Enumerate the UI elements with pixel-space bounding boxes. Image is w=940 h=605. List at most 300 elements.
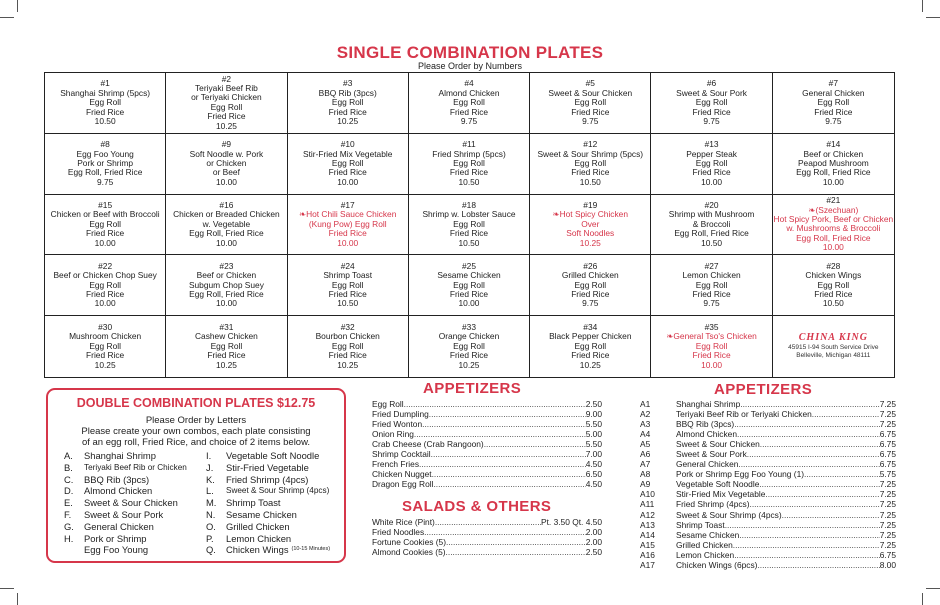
double-item-name: Fried Shrimp (4pcs) xyxy=(226,473,309,485)
dot-leader xyxy=(734,550,879,560)
dot-leader xyxy=(484,439,586,449)
menu-item-code: A17 xyxy=(640,559,655,570)
double-item xyxy=(64,509,187,521)
plate-price: 10.00 xyxy=(94,298,116,309)
double-item-name: Stir-Fried Vegetable xyxy=(226,461,309,473)
plate-price: 9.75 xyxy=(703,116,720,126)
menu-item-code: A2 xyxy=(640,409,651,420)
combo-plate-cell xyxy=(166,134,287,195)
menu-item xyxy=(372,547,602,557)
double-item-letter: F. xyxy=(64,508,72,520)
double-item-letter: E. xyxy=(64,497,73,509)
plate-description: ❧ General Tso's Chicken xyxy=(666,332,756,341)
menu-item xyxy=(640,439,896,449)
combo-plate-cell xyxy=(530,134,651,195)
plate-description: Fried Rice xyxy=(571,288,610,299)
plate-number: #20 xyxy=(704,199,719,210)
plate-price: 10.50 xyxy=(579,176,601,187)
menu-item-code: A1 xyxy=(640,399,651,409)
double-item-letter: M. xyxy=(206,497,217,509)
double-item-letter: H. xyxy=(64,532,74,544)
menu-item-name: Pork or Shrimp Egg Foo Young (1) xyxy=(676,469,805,480)
menu-item-price: 2.50 xyxy=(585,547,602,558)
menu-item-price: 7.25 xyxy=(879,499,896,510)
plate-number: #2 xyxy=(221,73,232,84)
plate-description: ❧ Hot Chili Sauce Chicken xyxy=(299,210,396,219)
menu-item-name: Lemon Chicken xyxy=(676,549,735,560)
menu-item-code: A10 xyxy=(640,489,655,500)
double-item xyxy=(64,485,187,497)
plate-price: 9.75 xyxy=(703,298,720,309)
crop-mark xyxy=(0,17,14,18)
plate-description: Bourbon Chicken xyxy=(315,331,380,342)
plate-description: Egg Roll, Fried Rice xyxy=(67,167,143,178)
plate-description: Egg Roll xyxy=(574,97,607,108)
plate-description: Egg Roll xyxy=(89,279,121,290)
plate-description: Sweet & Sour Chicken xyxy=(548,87,633,98)
double-item xyxy=(64,497,187,509)
plate-description: Fried Rice xyxy=(692,288,731,299)
plate-description: Egg Foo Young xyxy=(76,148,134,159)
plate-number: #33 xyxy=(462,322,476,333)
plate-number: #13 xyxy=(704,139,719,150)
double-item-name: Teriyaki Beef Rib or Chicken xyxy=(84,462,187,472)
plate-description: Fried Shrimp (5pcs) xyxy=(432,148,506,159)
plate-number: #21 xyxy=(826,195,841,206)
plate-description: Fried Rice xyxy=(571,350,610,361)
plate-number: #12 xyxy=(583,139,598,150)
double-item-name: Almond Chicken xyxy=(84,485,153,497)
restaurant-address-line-1: 45915 I-94 South Service Drive xyxy=(788,344,879,352)
plate-description: Fried Rice xyxy=(328,228,367,239)
double-item-letter: A. xyxy=(64,450,73,461)
menu-item xyxy=(372,409,602,419)
plate-description: ❧ (Szechuan) xyxy=(808,206,858,215)
dot-leader xyxy=(429,409,586,419)
plate-price: 10.25 xyxy=(94,359,116,370)
dot-leader xyxy=(419,459,586,469)
plate-description: Sweet & Sour Shrimp (5pcs) xyxy=(537,148,644,159)
combo-plate-cell xyxy=(651,73,772,134)
plate-number: #23 xyxy=(219,260,234,271)
menu-item-price: 7.25 xyxy=(879,509,896,520)
menu-item xyxy=(640,479,896,489)
plate-description: w. Vegetable xyxy=(202,218,251,229)
plate-description: Fried Rice xyxy=(449,106,489,117)
double-item-letter xyxy=(64,544,84,556)
plate-description: Egg Roll xyxy=(574,340,607,351)
crop-mark xyxy=(926,588,940,589)
plate-description: Egg Roll xyxy=(453,279,485,290)
plate-price: 10.50 xyxy=(337,298,359,309)
menu-item-code: A11 xyxy=(640,499,655,510)
menu-item-price: 7.25 xyxy=(879,419,896,430)
menu-item-code: A8 xyxy=(640,469,651,480)
double-item-name: BBQ Rib (3pcs) xyxy=(84,473,150,485)
dot-leader xyxy=(757,560,879,570)
plate-description: Fried Rice xyxy=(328,167,367,178)
plate-description: or Teriyaki Chicken xyxy=(191,92,262,103)
double-item-name: Sesame Chicken xyxy=(226,508,297,520)
menu-item-name: White Rice (Pint) xyxy=(372,517,435,527)
menu-item xyxy=(640,520,896,530)
plate-number: #35 xyxy=(704,322,719,333)
combo-plate-cell xyxy=(45,73,166,134)
combo-plate-cell xyxy=(409,316,530,377)
combo-plate-cell xyxy=(409,73,530,134)
combo-plate-cell xyxy=(773,195,894,256)
plate-number: #1 xyxy=(100,78,110,89)
double-combination-box xyxy=(46,388,346,563)
plate-description: Fried Rice xyxy=(86,228,125,239)
plate-number: #19 xyxy=(583,199,598,210)
menu-item xyxy=(372,399,602,409)
double-item-letter: I. xyxy=(206,450,212,461)
plate-description: Egg Roll xyxy=(574,279,607,290)
plate-description: Soft Noodles xyxy=(566,228,615,239)
plate-description: Egg Roll xyxy=(695,157,728,168)
plate-description: Chicken or Breaded Chicken xyxy=(173,209,280,220)
menu-item xyxy=(640,540,896,550)
menu-item xyxy=(640,510,896,520)
plate-price: 10.25 xyxy=(215,359,237,370)
double-item-letter: Q. xyxy=(206,544,216,556)
combo-plate-cell xyxy=(530,316,651,377)
double-item xyxy=(64,474,187,486)
plate-price: 10.00 xyxy=(215,298,237,309)
menu-item-name: Crab Cheese (Crab Rangoon) xyxy=(372,439,484,450)
menu-item-name: Fortune Cookies (5) xyxy=(372,537,447,548)
plate-description: Fried Rice xyxy=(86,288,125,299)
double-item-name: Lemon Chicken xyxy=(226,532,292,544)
combo-plate-cell xyxy=(166,73,287,134)
menu-item-name: BBQ Rib (3pcs) xyxy=(676,419,735,430)
combo-plate-cell xyxy=(166,255,287,316)
menu-item xyxy=(372,449,602,459)
appetizers-mid-list xyxy=(372,399,602,489)
double-item xyxy=(64,544,187,556)
menu-item-code: A5 xyxy=(640,439,651,450)
double-item xyxy=(206,544,330,556)
plate-description: Chicken Wings xyxy=(805,270,862,281)
combo-plate-cell xyxy=(530,73,651,134)
plate-description: Shrimp Toast xyxy=(323,270,373,281)
menu-item-code: A15 xyxy=(640,539,655,550)
double-item-letter: B. xyxy=(64,461,73,473)
menu-item-code: A3 xyxy=(640,419,651,430)
plate-description: Fried Rice xyxy=(207,350,246,361)
plate-price: 10.00 xyxy=(701,359,723,370)
plate-description: Black Pepper Chicken xyxy=(549,331,632,342)
menu-item-code: A14 xyxy=(640,529,655,540)
dot-leader xyxy=(433,479,585,489)
plate-description: Egg Roll, Fried Rice xyxy=(796,232,871,243)
combo-plate-cell xyxy=(773,255,894,316)
double-item xyxy=(64,521,187,533)
plate-description: Shrimp w. Lobster Sauce xyxy=(422,209,516,220)
menu-item xyxy=(372,469,602,479)
menu-item-name: Fried Noodles xyxy=(372,527,425,538)
plate-description: Orange Chicken xyxy=(438,331,500,342)
plate-description: Fried Rice xyxy=(86,350,125,361)
combo-plate-cell xyxy=(651,255,772,316)
menu-item-name: Fried Wonton xyxy=(372,419,423,430)
double-item xyxy=(206,497,330,509)
menu-item-name: Sweet & Sour Shrimp (4pcs) xyxy=(676,509,782,520)
page-title: SINGLE COMBINATION PLATES xyxy=(336,43,604,62)
plate-description: Fried Rice xyxy=(86,106,125,117)
dot-leader xyxy=(431,449,586,459)
plate-number: #28 xyxy=(826,260,841,271)
plate-price: 10.00 xyxy=(215,176,237,187)
plate-description: Egg Roll xyxy=(453,218,485,229)
dot-leader xyxy=(734,419,880,429)
plate-number: #7 xyxy=(828,78,838,89)
menu-item-price: 5.50 xyxy=(585,419,602,430)
menu-item-code: A7 xyxy=(640,459,651,470)
dot-leader xyxy=(424,527,586,537)
menu-item-price: 5.75 xyxy=(879,469,896,480)
plate-description: Fried Rice xyxy=(571,167,610,178)
double-item-name: Vegetable Soft Noodle xyxy=(226,450,320,461)
menu-item xyxy=(640,399,896,409)
menu-item-price: 6.75 xyxy=(879,549,896,560)
plate-description: Egg Roll xyxy=(453,340,485,351)
plate-price: 10.50 xyxy=(458,176,480,187)
double-instructions-line-1: Please create your own combos, each plate consisting xyxy=(81,426,311,437)
double-item-letter: D. xyxy=(64,485,74,497)
menu-item-name: Fried Dumpling xyxy=(372,409,429,420)
double-item-name: Shrimp Toast xyxy=(226,497,281,509)
plate-description: Egg Roll xyxy=(695,97,728,108)
crop-mark xyxy=(0,588,14,589)
plate-price: 10.00 xyxy=(337,237,359,248)
plate-price: 10.50 xyxy=(701,237,723,248)
menu-item-name: Sweet & Sour Chicken xyxy=(676,439,760,450)
dot-leader xyxy=(446,537,586,547)
menu-item xyxy=(640,499,896,509)
plate-number: #25 xyxy=(462,260,476,271)
combo-plate-cell xyxy=(45,134,166,195)
plate-description: (Kung Pow) Egg Roll xyxy=(308,218,387,229)
plate-description: Grilled Chicken xyxy=(561,270,619,281)
plate-description: Egg Roll xyxy=(331,157,364,168)
menu-item-price: 9.00 xyxy=(585,409,602,420)
crop-mark xyxy=(926,17,940,18)
plate-number: #9 xyxy=(221,139,232,150)
plate-description: Hot Spicy Pork, Beef or Chicken xyxy=(773,214,894,225)
salads-title: SALADS & OTHERS xyxy=(402,498,552,515)
combo-plate-cell xyxy=(288,195,409,256)
plate-number: #8 xyxy=(100,139,110,150)
dot-leader xyxy=(446,547,586,557)
plate-number: #18 xyxy=(462,199,476,210)
plate-description: Egg Roll, Fried Rice xyxy=(189,228,264,239)
combo-plate-cell xyxy=(166,195,287,256)
double-item-name: General Chicken xyxy=(84,520,154,532)
menu-item-code: A6 xyxy=(640,449,651,460)
double-item xyxy=(206,450,330,462)
dot-leader xyxy=(725,520,880,530)
menu-item-code: A4 xyxy=(640,429,651,440)
dot-leader xyxy=(404,399,586,409)
dot-leader xyxy=(765,489,879,499)
menu-item-price: 7.25 xyxy=(879,409,896,420)
plate-description: Egg Roll xyxy=(817,97,850,108)
plate-description: Beef or Chicken xyxy=(196,270,257,281)
plate-description: Shrimp with Mushroom xyxy=(668,209,755,220)
plate-number: #22 xyxy=(98,260,113,271)
plate-description: Peapod Mushroom xyxy=(797,157,869,168)
plate-description: Cashew Chicken xyxy=(195,331,258,342)
plate-number: #31 xyxy=(219,322,234,333)
menu-item-code: A9 xyxy=(640,479,651,490)
double-item-name: Sweet & Sour Shrimp (4pcs) xyxy=(226,486,330,496)
plate-description: Fried Rice xyxy=(692,106,731,117)
plate-number: #30 xyxy=(98,322,113,333)
plate-description: Mushroom Chicken xyxy=(69,331,142,342)
double-item xyxy=(206,462,330,474)
double-item-name: Shanghai Shrimp xyxy=(84,450,156,461)
menu-item-name: Almond Chicken xyxy=(676,429,737,440)
combo-plate-cell xyxy=(45,316,166,377)
double-item xyxy=(206,474,330,486)
dot-leader xyxy=(422,419,586,429)
plate-number: #14 xyxy=(826,139,841,150)
double-item xyxy=(64,533,187,545)
combo-plate-cell xyxy=(409,134,530,195)
plate-description: Over xyxy=(581,218,600,229)
plate-price: 9.75 xyxy=(460,116,478,126)
menu-item-name: Fried Shrimp (4pcs) xyxy=(676,499,750,510)
menu-item xyxy=(640,459,896,469)
appetizers-right-list xyxy=(640,399,896,570)
menu-item-price: 7.25 xyxy=(879,529,896,540)
plate-price: 10.25 xyxy=(215,120,237,131)
double-item xyxy=(64,462,187,474)
dot-leader xyxy=(414,429,586,439)
double-item-letter: P. xyxy=(206,532,214,544)
menu-item-name: Grilled Chicken xyxy=(676,539,733,550)
plate-description: Beef or Chicken xyxy=(803,148,864,159)
plate-description: Pork or Shrimp xyxy=(77,157,134,168)
double-item-note: (10-15 Minutes) xyxy=(291,546,331,553)
plate-description: Egg Roll xyxy=(89,340,121,351)
double-item-name: Pork or Shrimp xyxy=(84,532,147,544)
plate-number: #15 xyxy=(98,199,113,210)
plate-description: Egg Roll xyxy=(817,279,850,290)
combo-plate-cell xyxy=(651,195,772,256)
menu-item-price: 5.50 xyxy=(585,439,602,450)
menu-item-price: 6.75 xyxy=(879,429,896,440)
double-item-letter: N. xyxy=(206,508,216,520)
menu-item-name: Shrimp Cocktail xyxy=(372,449,431,460)
menu-item xyxy=(372,537,602,547)
plate-price: 10.25 xyxy=(337,116,359,126)
appetizers-mid-title: APPETIZERS xyxy=(423,380,522,397)
plate-description: Egg Roll xyxy=(331,340,364,351)
plate-description: Egg Roll xyxy=(331,97,364,108)
menu-item xyxy=(372,429,602,439)
restaurant-logo: CHINA KING xyxy=(798,331,868,343)
plate-number: #34 xyxy=(583,322,598,333)
dot-leader xyxy=(737,429,880,439)
plate-price: 10.25 xyxy=(579,359,601,370)
restaurant-address-line-2: Belleville, Michigan 48111 xyxy=(796,352,871,360)
menu-item xyxy=(640,469,896,479)
plate-description: Egg Roll, Fried Rice xyxy=(674,228,749,239)
menu-item xyxy=(372,419,602,429)
combo-plate-cell xyxy=(288,134,409,195)
plate-number: #32 xyxy=(340,322,355,333)
plate-description: Fried Rice xyxy=(814,288,853,299)
plate-description: Almond Chicken xyxy=(438,87,500,98)
plate-description: Egg Roll xyxy=(331,279,364,290)
double-items-right xyxy=(206,450,330,556)
plate-description: Fried Rice xyxy=(328,288,367,299)
plate-description: Fried Rice xyxy=(449,167,489,178)
plate-price: 10.25 xyxy=(458,359,480,370)
menu-item-price: 4.50 xyxy=(585,459,602,470)
menu-item-price: 2.50 xyxy=(585,399,602,409)
double-order-note: Please Order by Letters xyxy=(145,415,247,426)
plate-number: #6 xyxy=(706,78,717,89)
plate-description: Egg Roll xyxy=(210,340,243,351)
plate-description: Egg Roll xyxy=(574,157,607,168)
plate-description: Egg Roll xyxy=(695,340,728,351)
dot-leader xyxy=(750,499,880,509)
menu-item xyxy=(372,439,602,449)
crop-mark xyxy=(922,593,923,605)
double-combination-title: DOUBLE COMBINATION PLATES $12.75 xyxy=(76,396,316,410)
restaurant-info-cell xyxy=(773,316,894,377)
combo-plate-cell xyxy=(166,316,287,377)
plate-description: Fried Rice xyxy=(449,350,489,361)
dot-leader xyxy=(804,469,880,479)
plate-description: Fried Rice xyxy=(814,106,853,117)
plate-price: 9.75 xyxy=(825,116,842,126)
plate-price: 9.75 xyxy=(96,176,114,187)
plate-description: Fried Rice xyxy=(449,288,489,299)
menu-item-name: Sweet & Sour Pork xyxy=(676,449,747,460)
plate-price: 9.75 xyxy=(582,116,599,126)
menu-item-name: Onion Ring xyxy=(372,429,414,440)
menu-item xyxy=(640,429,896,439)
menu-item xyxy=(640,419,896,429)
dot-leader xyxy=(812,409,880,419)
menu-item xyxy=(640,409,896,419)
plate-price: 10.00 xyxy=(94,237,116,248)
plate-description: Egg Roll, Fried Rice xyxy=(796,167,871,178)
menu-item-name: Chicken Wings (6pcs) xyxy=(676,559,758,570)
dot-leader xyxy=(432,469,586,479)
menu-item-price: 6.50 xyxy=(585,469,602,480)
plate-number: #17 xyxy=(340,199,355,210)
menu-item-price: 7.25 xyxy=(879,489,896,500)
double-item-letter: J. xyxy=(206,461,214,473)
plate-description: General Chicken xyxy=(802,87,865,98)
plate-description: Fried Rice xyxy=(571,106,610,117)
plate-number: #4 xyxy=(464,78,474,89)
menu-item xyxy=(372,527,602,537)
menu-item-price: 6.75 xyxy=(879,439,896,450)
menu-item-name: Almond Cookies (5) xyxy=(372,547,446,558)
double-item-name: Chicken Wings xyxy=(226,544,289,556)
combination-plates-grid xyxy=(44,72,895,378)
plate-number: #11 xyxy=(462,139,476,150)
combo-plate-cell xyxy=(288,255,409,316)
dot-leader xyxy=(760,439,880,449)
